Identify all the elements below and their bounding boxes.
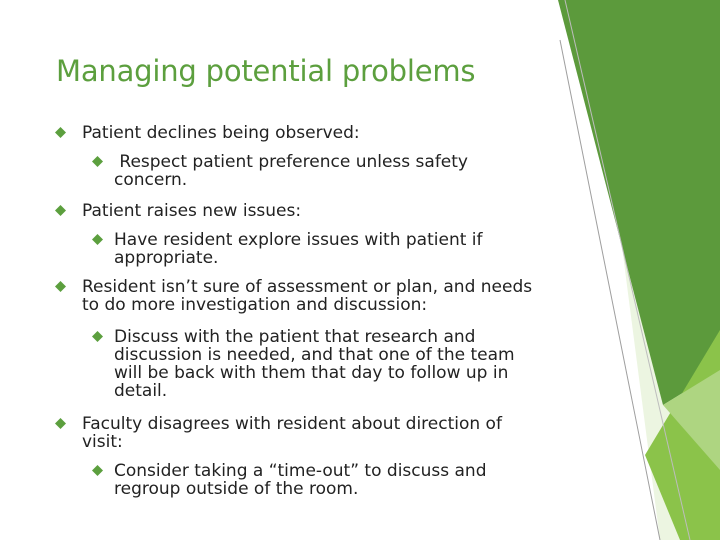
bullet-item bbox=[82, 202, 542, 220]
bullet-item bbox=[82, 278, 542, 314]
bullet-text: Patient raises new issues: bbox=[82, 201, 302, 221]
sub-bullet-text: Have resident explore issues with patient if appropriate. bbox=[114, 230, 483, 268]
bullet-item bbox=[82, 415, 542, 451]
diamond-bullet-icon bbox=[92, 156, 103, 167]
diamond-bullet-icon bbox=[92, 234, 103, 245]
diamond-bullet-icon bbox=[55, 205, 66, 216]
sub-bullet-item bbox=[114, 231, 544, 267]
slide-title: Managing potential problems bbox=[56, 54, 476, 88]
diamond-bullet-icon bbox=[55, 418, 66, 429]
sub-bullet-text: Consider taking a “time-out” to discuss and regroup outside of the room. bbox=[114, 461, 487, 499]
sub-bullet-text: Discuss with the patient that research and discussion is needed, and that one of the team will be back with them that day to follow up in detail. bbox=[114, 327, 515, 401]
sub-bullet-item bbox=[114, 153, 544, 189]
sub-bullet-item bbox=[114, 328, 544, 400]
sub-bullet-text: Respect patient preference unless safety concern. bbox=[114, 152, 468, 190]
diamond-bullet-icon bbox=[92, 331, 103, 342]
bullet-text: Faculty disagrees with resident about direction of visit: bbox=[82, 414, 502, 452]
sub-bullet-item bbox=[114, 462, 544, 498]
diamond-bullet-icon bbox=[55, 281, 66, 292]
diamond-bullet-icon bbox=[55, 127, 66, 138]
bullet-text: Resident isn’t sure of assessment or plan, and needs to do more investigation and discussion: bbox=[82, 277, 533, 315]
bullet-item bbox=[82, 124, 542, 142]
bullet-text: Patient declines being observed: bbox=[82, 123, 360, 143]
diamond-bullet-icon bbox=[92, 465, 103, 476]
